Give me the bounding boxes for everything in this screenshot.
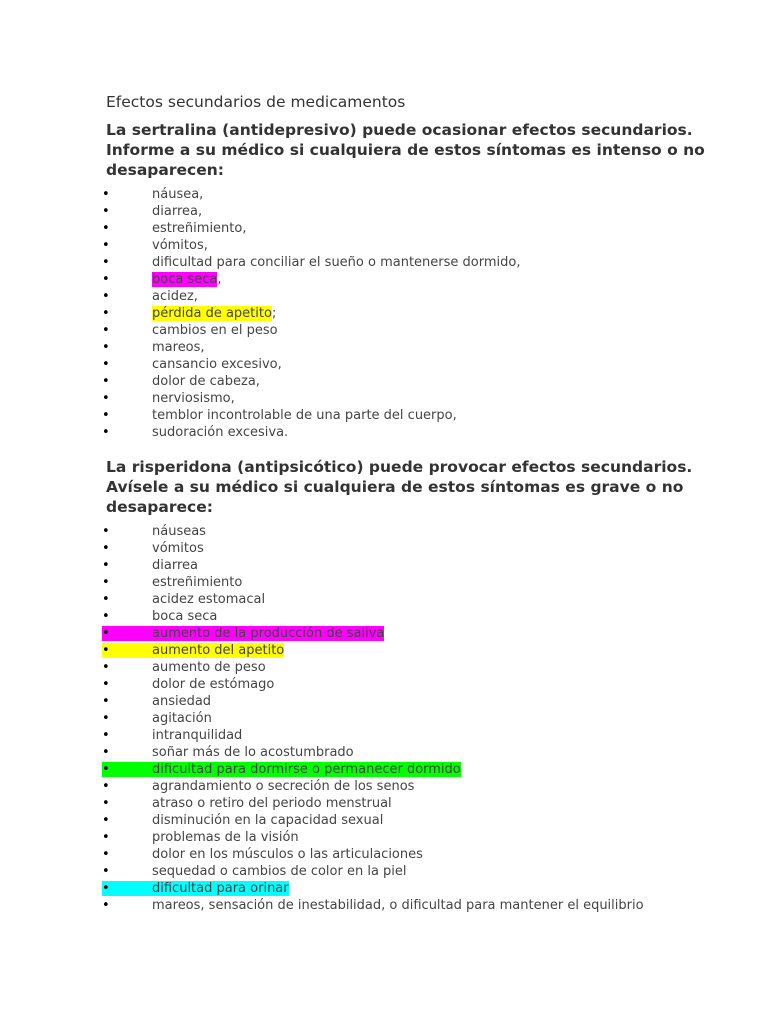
list-item xyxy=(102,557,746,574)
list-item-text: dificultad para orinar xyxy=(152,881,289,896)
list-item xyxy=(102,574,746,591)
list-item xyxy=(102,305,746,322)
list-item-text: vómitos xyxy=(152,541,204,556)
list-item xyxy=(102,373,746,390)
document-page xyxy=(102,92,746,914)
sertraline-side-effects-list xyxy=(102,186,746,441)
list-item xyxy=(102,254,746,271)
list-item-text: acidez, xyxy=(152,289,198,304)
bullet-icon: • xyxy=(102,357,110,372)
list-item-text: sequedad o cambios de color en la piel xyxy=(152,864,407,879)
bullet-icon: • xyxy=(102,340,110,355)
list-item-text: acidez estomacal xyxy=(152,592,266,607)
list-item xyxy=(102,897,746,914)
list-item-text: dolor en los músculos o las articulaciones xyxy=(152,847,423,862)
list-item xyxy=(102,727,746,744)
list-item-text: intranquilidad xyxy=(152,728,243,743)
bullet-icon: • xyxy=(102,898,110,913)
list-item-text: temblor incontrolable de una parte del cuerpo, xyxy=(152,408,457,423)
list-item xyxy=(102,424,746,441)
bullet-icon: • xyxy=(102,762,110,777)
list-item-text: dolor de cabeza, xyxy=(152,374,260,389)
bullet-icon: • xyxy=(102,677,110,692)
bullet-icon: • xyxy=(102,221,110,236)
list-item xyxy=(102,795,746,812)
bullet-icon: • xyxy=(102,272,110,287)
bullet-icon: • xyxy=(102,728,110,743)
bullet-icon: • xyxy=(102,609,110,624)
list-item-text: boca seca xyxy=(152,609,218,624)
list-item xyxy=(102,761,746,778)
list-item xyxy=(102,863,746,880)
list-item xyxy=(102,339,746,356)
bullet-icon: • xyxy=(102,408,110,423)
list-item-text: mareos, xyxy=(152,340,205,355)
list-item-text: aumento del apetito xyxy=(152,643,285,658)
list-item xyxy=(102,625,746,642)
bullet-icon: • xyxy=(102,847,110,862)
highlighted-text: pérdida de apetito xyxy=(152,306,272,321)
list-item-text: dolor de estómago xyxy=(152,677,275,692)
bullet-icon: • xyxy=(102,255,110,270)
bullet-icon: • xyxy=(102,524,110,539)
bullet-icon: • xyxy=(102,779,110,794)
list-item-text: atraso o retiro del periodo menstrual xyxy=(152,796,392,811)
list-item xyxy=(102,812,746,829)
list-item xyxy=(102,220,746,237)
highlighted-text: boca seca xyxy=(152,272,218,287)
list-item xyxy=(102,407,746,424)
bullet-icon: • xyxy=(102,745,110,760)
list-item xyxy=(102,659,746,676)
list-item xyxy=(102,829,746,846)
list-item-text: problemas de la visión xyxy=(152,830,299,845)
bullet-icon: • xyxy=(102,626,110,641)
list-item-text: dificultad para conciliar el sueño o mantenerse dormido, xyxy=(152,255,521,270)
list-item xyxy=(102,203,746,220)
list-item-text: sudoración excesiva. xyxy=(152,425,289,440)
list-item-text: mareos, sensación de inestabilidad, o dificultad para mantener el equilibrio xyxy=(152,898,644,913)
bullet-icon: • xyxy=(102,813,110,828)
bullet-icon: • xyxy=(102,660,110,675)
list-item-text: dificultad para dormirse o permanecer dormido xyxy=(152,762,461,777)
list-item-text: vómitos, xyxy=(152,238,208,253)
list-item-text: náuseas xyxy=(152,524,206,539)
risperidone-side-effects-list xyxy=(102,523,746,914)
list-item xyxy=(102,390,746,407)
page-title: Efectos secundarios de medicamentos xyxy=(106,93,406,111)
bullet-icon: • xyxy=(102,323,110,338)
list-item-text: disminución en la capacidad sexual xyxy=(152,813,384,828)
list-item-text: cambios en el peso xyxy=(152,323,278,338)
bullet-icon: • xyxy=(102,592,110,607)
bullet-icon: • xyxy=(102,541,110,556)
list-item-text: náusea, xyxy=(152,187,204,202)
list-item xyxy=(102,271,746,288)
list-item xyxy=(102,676,746,693)
list-item-text: diarrea xyxy=(152,558,198,573)
list-item xyxy=(102,693,746,710)
bullet-icon: • xyxy=(102,643,110,658)
bullet-icon: • xyxy=(102,830,110,845)
list-item xyxy=(102,288,746,305)
bullet-icon: • xyxy=(102,864,110,879)
list-item-text: diarrea, xyxy=(152,204,203,219)
list-item-text: cansancio excesivo, xyxy=(152,357,282,372)
sertraline-intro: La sertralina (antidepresivo) puede ocasionar efectos secundarios. Informe a su médico si cualquiera de estos síntomas es intenso o no desaparecen: xyxy=(106,121,705,179)
list-item-text xyxy=(152,271,221,288)
list-item-text: ansiedad xyxy=(152,694,212,709)
bullet-icon: • xyxy=(102,306,110,321)
list-item xyxy=(102,591,746,608)
list-item-text: agrandamiento o secreción de los senos xyxy=(152,779,415,794)
list-item-text: agitación xyxy=(152,711,212,726)
bullet-icon: • xyxy=(102,374,110,389)
bullet-icon: • xyxy=(102,425,110,440)
list-item xyxy=(102,523,746,540)
list-item xyxy=(102,778,746,795)
list-item-text: aumento de peso xyxy=(152,660,266,675)
list-item xyxy=(102,186,746,203)
list-item-text: estreñimiento xyxy=(152,575,243,590)
list-item-text: nerviosismo, xyxy=(152,391,235,406)
bullet-icon: • xyxy=(102,694,110,709)
punctuation: , xyxy=(217,272,222,287)
list-item xyxy=(102,356,746,373)
list-item xyxy=(102,880,746,897)
bullet-icon: • xyxy=(102,575,110,590)
list-item-text xyxy=(152,305,276,322)
bullet-icon: • xyxy=(102,796,110,811)
list-item xyxy=(102,608,746,625)
list-item-text: estreñimiento, xyxy=(152,221,247,236)
bullet-icon: • xyxy=(102,711,110,726)
bullet-icon: • xyxy=(102,289,110,304)
bullet-icon: • xyxy=(102,391,110,406)
list-item xyxy=(102,322,746,339)
risperidone-intro: La risperidona (antipsicótico) puede provocar efectos secundarios. Avísele a su médico si cualquiera de estos síntomas es grave o no desaparece: xyxy=(106,458,693,516)
bullet-icon: • xyxy=(102,187,110,202)
bullet-icon: • xyxy=(102,558,110,573)
list-item xyxy=(102,744,746,761)
list-item xyxy=(102,642,746,659)
list-item-text: soñar más de lo acostumbrado xyxy=(152,745,354,760)
list-item-text: aumento de la producción de saliva xyxy=(152,626,385,641)
punctuation: ; xyxy=(271,306,277,321)
bullet-icon: • xyxy=(102,238,110,253)
bullet-icon: • xyxy=(102,881,110,896)
list-item xyxy=(102,237,746,254)
bullet-icon: • xyxy=(102,204,110,219)
list-item xyxy=(102,846,746,863)
list-item xyxy=(102,540,746,557)
list-item xyxy=(102,710,746,727)
